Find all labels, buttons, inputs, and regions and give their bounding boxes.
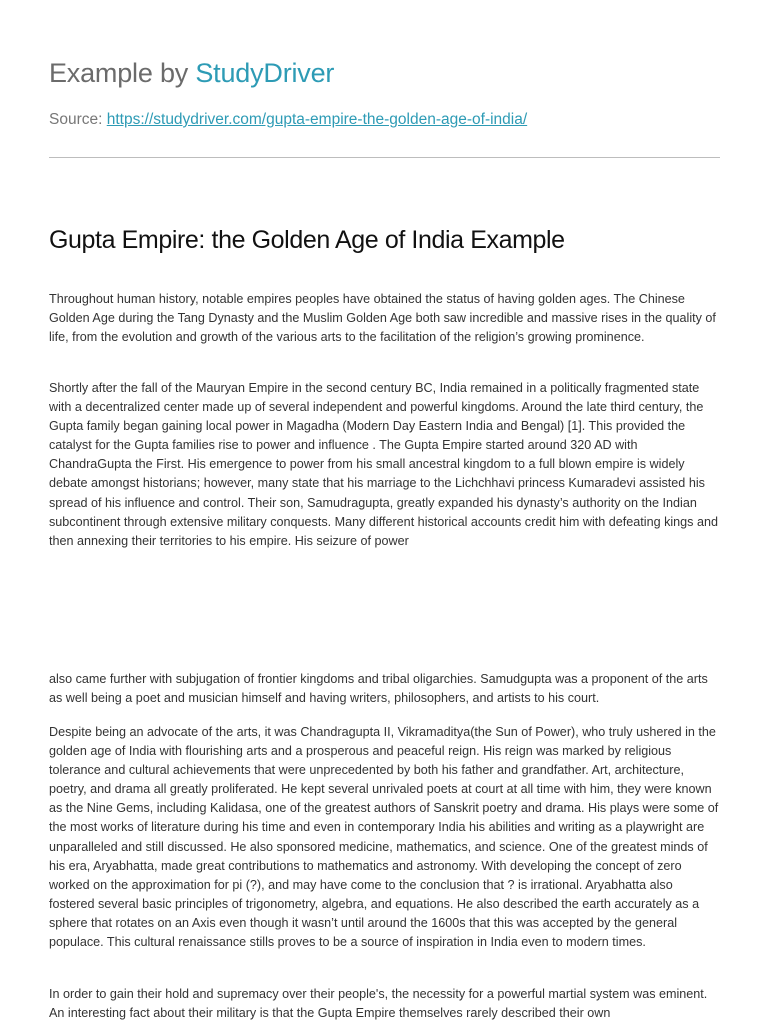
paragraph-4: Despite being an advocate of the arts, it was Chandragupta II, Vikramaditya(the Sun of Power), who truly ushered in the golden age of India with flourishing arts and a prosperous and peaceful reign. His reign was marked by religious tolerance and cultural achievements that were unprecedented by both his father and grandfather. Art, architecture, poetry, and drama all greatly proliferated. He kept several unrivaled poets at court at all time with him, they were known as the Nine Gems, including Kalidasa, one of the greatest authors of Sanskrit poetry and drama. His plays were some of the most works of literature during his time and even in contemporary India his abilities and writing as a playwright are unparalleled and still discussed. He also sponsored medicine, mathematics, and science. One of the greatest minds of his era, Aryabhatta, made great contributions to mathematics and astronomy. With developing the concept of zero worked on the approximation for pi (?), and may have come to the conclusion that ? is irrational. Aryabhatta also fostered several basic principles of trigonometry, algebra, and equations. He also described the earth accurately as a sphere that rotates on an Axis even though it wasn’t until around the 1600s that this was accepted by the general populace. This cultural renaissance stills proves to be a source of inspiration in India even to modern times. (49, 725, 719, 950)
brand-prefix: Example by (49, 58, 196, 88)
paragraph-5: In order to gain their hold and supremacy over their people's, the necessity for a powerful martial system was eminent. An interesting fact about their military is that the Gupta Empire themselves rarely described their own (49, 987, 708, 1021)
source-label: Source: (49, 111, 107, 128)
document-header (49, 54, 720, 131)
brand-name: StudyDriver (195, 58, 335, 88)
brand-line (49, 54, 720, 92)
document-title: Gupta Empire: the Golden Age of India Example (49, 226, 565, 254)
source-link[interactable]: https://studydriver.com/gupta-empire-the-golden-age-of-india/ (106, 111, 528, 128)
header-divider (49, 157, 720, 158)
paragraph-3: also came further with subjugation of frontier kingdoms and tribal oligarchies. Samudgupta was a proponent of the arts as well being a poet and musician himself and having writers, philosophers, and artists to his court. (49, 672, 708, 706)
paragraph-1: Throughout human history, notable empires peoples have obtained the status of having golden ages. The Chinese Golden Age during the Tang Dynasty and the Muslim Golden Age both saw incredible and massive rises in the quality of life, from the evolution and growth of the various arts to the facilitation of the religion’s growing prominence. (49, 292, 716, 345)
paragraph-2: Shortly after the fall of the Mauryan Empire in the second century BC, India remained in a politically fragmented state with a decentralized center made up of several independent and powerful kingdoms. Around the late third century, the Gupta family began gaining local power in Magadha (Modern Day Eastern India and Bengal) [1]. This provided the catalyst for the Gupta families rise to power and influence . The Gupta Empire started around 320 AD with ChandraGupta the First. His emergence to power from his small ancestral kingdom to a full blown empire is widely debate amongst historians; however, many state that his marriage to the Lichchhavi princess Kumaradevi assisted his spread of his influence and control. Their son, Samudragupta, greatly expanded his dynasty’s authority on the Indian subcontinent through extensive military conquests. Many different historical accounts credit him with defeating kings and then annexing their territories to his empire. His seizure of power (49, 381, 718, 548)
source-line (49, 109, 720, 131)
